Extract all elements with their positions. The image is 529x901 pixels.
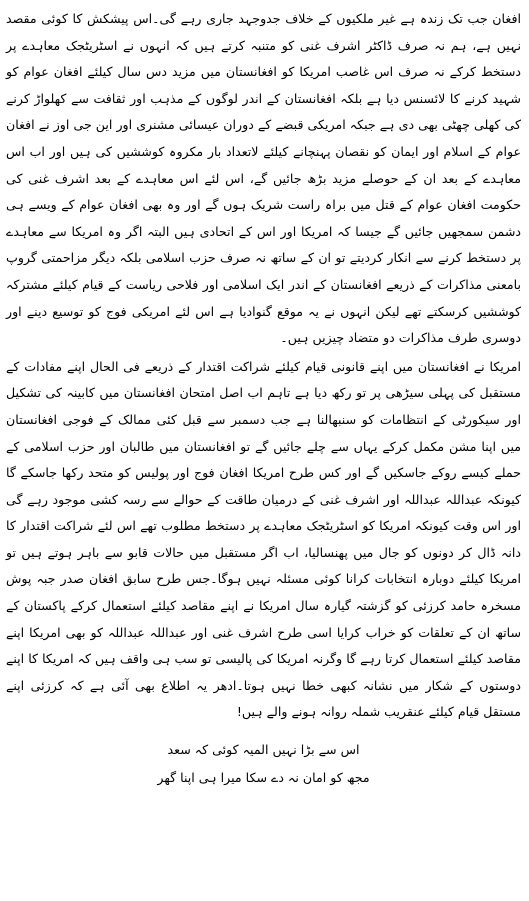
article-paragraph: افغان جب تک زندہ ہے غیر ملکیوں کے خلاف جدوجہد جاری رہے گی۔اس پیشکش کا کوئی مقصد نہیں ہے، ہم نہ صرف ڈاکٹر اشرف غنی کو متنبہ کرتے ہیں کہ انہوں نے اسٹریٹجک معاہدے پر دستخط کرکے نہ صرف اس غاصب امریکا کو افغانستان میں مزید دس سال کیلئے افغان عوام کو شہید کرنے کا لائسنس دیا ہے بلکہ افغانستان کے اندر لوگوں کے مذہب اور ثقافت سے کھلواڑ کرنے کی کھلی چھٹی بھی دی ہے جبکہ امریکی قبضے کے دوران عیسائی مشنری اور این جی اوز نے افغان عوام کے اسلام اور ایمان کو نقصان پہنچانے کیلئے لاتعداد بار مکروہ کوششیں کی ہیں اور اب اس معاہدے کے بعد ان کے حوصلے مزید بڑھ جائیں گے، اس لئے اس معاہدے کے بعد اشرف غنی کی حکومت افغان عوام کے قتل میں براہ راست شریک ہوں گے اور وہ بھی افغان عوام کے ویسے ہی دشمن سمجھیں جائیں گے جیسا کہ امریکا اور اس کے اتحادی ہیں البتہ اگر وہ امریکا سے معاہدے پر دستخط کرنے سے انکار کردیتے تو ان کے ساتھ نہ صرف حزب اسلامی بلکہ دیگر مزاحمتی گروپ بامعنی مذاکرات کے ذریعے افغانستان کے اندر ایک اسلامی اور فلاحی ریاست کے قیام کیلئے مشترکہ کوششیں کرسکتے تھے لیکن انہوں نے یہ موقع گنوادیا ہے اس لئے امریکی فوج کو توسیع دینے اور دوسری طرف مذاکرات دو متضاد چیزیں ہیں۔ xyxy=(6,11,521,346)
verse-line: اس سے بڑا نہیں المیہ کوئی کہ سعد xyxy=(167,742,360,758)
verse-line: مجھ کو امان نہ دے سکا میرا ہی اپنا گھر xyxy=(157,770,370,786)
article-paragraph: امریکا نے افغانستان میں اپنے قانونی قیام کیلئے شراکت اقتدار کے ذریعے فی الحال اپنے مفادات کے مستقبل کی پہلی سیڑھی پر تو رکھ دیا ہے تاہم اب اصل امتحان افغانستان میں کابینہ کی تشکیل اور سیکورٹی کے انتظامات کو سنبھالنا ہے جب دسمبر سے قبل کئی ممالک کے فوجی افغانستان میں اپنا مشن مکمل کرکے یہاں سے چلے جائیں گے تو افغانستان میں طالبان اور حزب اسلامی کے حملے کیسے روکے جاسکیں گے اور کس طرح امریکا افغان فوج اور پولیس کو متحد رکھا جاسکے گا کیونکہ عبداللہ عبداللہ اور اشرف غنی کے درمیان طاقت کے حوالے سے رسہ کشی موجود رہے گی اور اس وقت کیونکہ امریکا کو اسٹریٹجک معاہدے پر دستخط مطلوب تھے اس لئے شراکت اقتدار کا دانہ ڈال کر دونوں کو جال میں پھنسالیا، اب اگر مستقبل میں حالات قابو سے باہر ہوتے ہیں تو امریکا کیلئے دوبارہ انتخابات کرانا کوئی مسئلہ نہیں ہوگا۔جس طرح سابق افغان صدر جبہ پوش مسخرہ حامد کرزئی کو گزشتہ گیارہ سال امریکا نے اپنے مقاصد کیلئے استعمال کرکے پاکستان کے ساتھ ان کے تعلقات کو خراب کرایا اسی طرح اشرف غنی اور عبداللہ عبداللہ کو بھی امریکا اپنے مقاصد کیلئے استعمال کرتا رہے گا وگرنہ امریکا کی پالیسی تو سب ہی واقف ہیں کہ امریکا کا اپنے دوستوں کے شکار میں نشانہ کبھی خطا نہیں ہوتا۔ادھر یہ اطلاع بھی آئی ہے کہ کرزئی اپنے مستقل قیام کیلئے عنقریب شملہ روانہ ہونے والے ہیں! xyxy=(6,358,521,720)
closing-verse xyxy=(6,736,521,792)
